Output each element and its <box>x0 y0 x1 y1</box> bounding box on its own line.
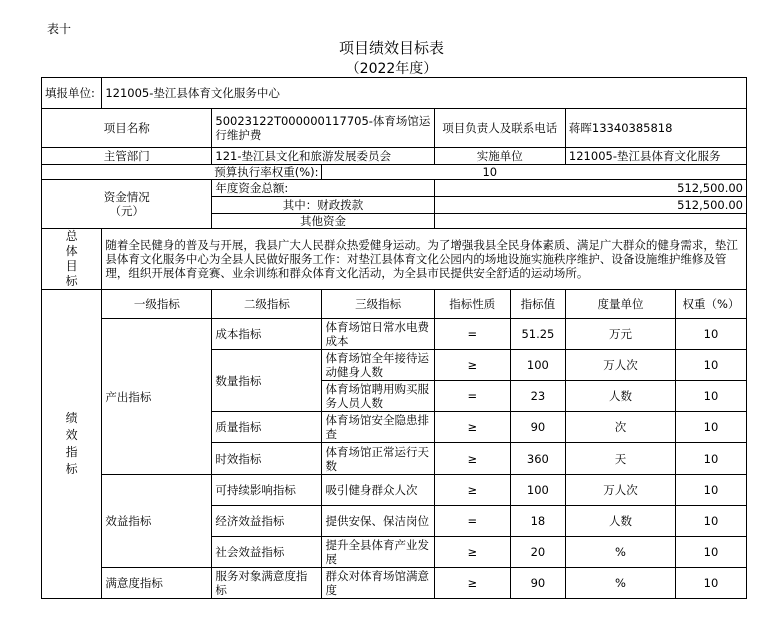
page-title: 项目绩效目标表 <box>338 39 444 57</box>
level1-satisfaction: 满意度指标 <box>102 568 212 599</box>
weight-cell: 10 <box>676 412 747 443</box>
weight-cell: 10 <box>676 568 747 599</box>
value-cell: 90 <box>510 568 565 599</box>
level1-output: 产出指标 <box>102 319 212 475</box>
unit-cell: 天 <box>565 443 675 475</box>
contact-value: 蒋晖13340385818 <box>565 109 746 148</box>
col-unit: 度量单位 <box>565 290 675 319</box>
level3-cell: 体育场馆正常运行天数 <box>322 443 434 475</box>
goal-label: 总体目标 <box>42 229 102 290</box>
indicators-section-label: 绩效指标 <box>42 290 102 599</box>
nature-cell: = <box>434 381 510 412</box>
level2-quality: 质量指标 <box>212 412 322 443</box>
col-nature: 指标性质 <box>434 290 510 319</box>
level2-social: 社会效益指标 <box>212 537 322 568</box>
weight-cell: 10 <box>676 381 747 412</box>
table-row <box>42 568 747 599</box>
col-level2: 二级指标 <box>212 290 322 319</box>
level3-cell: 提升全县体育产业发展 <box>322 537 434 568</box>
level1-benefit: 效益指标 <box>102 475 212 568</box>
goal-text: 随着全民健身的普及与开展，我县广大人民群众热爱健身运动。为了增强我县全民身体素质、满足广大群众的健身需求，垫江县体育文化服务中心为全县人民做好服务工作：对垫江县体育文化公园内的场地设施实施秩序维护、设备设施维护维修及管理，组织开展体育竞赛、业余训练和群众体育文化活动，为全县市民提供安全舒适的运动场所。 <box>102 229 747 290</box>
unit-cell: 人数 <box>565 381 675 412</box>
level3-cell: 提供安保、保洁岗位 <box>322 506 434 537</box>
weight-cell: 10 <box>676 537 747 568</box>
weight-cell: 10 <box>676 350 747 381</box>
level3-cell: 吸引健身群众人次 <box>322 475 434 506</box>
unit-cell: 人数 <box>565 506 675 537</box>
nature-cell: = <box>434 506 510 537</box>
impl-label: 实施单位 <box>434 148 565 165</box>
nature-cell: ≥ <box>434 537 510 568</box>
nature-cell: ≥ <box>434 350 510 381</box>
performance-table <box>41 77 747 599</box>
value-cell: 23 <box>510 381 565 412</box>
funds-other-value <box>434 214 746 229</box>
level2-timeliness: 时效指标 <box>212 443 322 475</box>
nature-cell: ≥ <box>434 412 510 443</box>
funds-total-value: 512,500.00 <box>434 180 746 197</box>
level2-cost: 成本指标 <box>212 319 322 350</box>
weight-cell: 10 <box>676 506 747 537</box>
nature-cell: = <box>434 319 510 350</box>
dept-label: 主管部门 <box>42 148 212 165</box>
budget-rate-value: 10 <box>322 165 747 180</box>
nature-cell: ≥ <box>434 475 510 506</box>
funds-label: 资金情况 （元） <box>42 180 212 229</box>
level2-service: 服务对象满意度指标 <box>212 568 322 599</box>
value-cell: 51.25 <box>510 319 565 350</box>
value-cell: 18 <box>510 506 565 537</box>
nature-cell: ≥ <box>434 443 510 475</box>
page-subtitle: （2022年度） <box>345 61 438 77</box>
weight-cell: 10 <box>676 319 747 350</box>
doc-label: 表十 <box>47 22 72 36</box>
funds-fiscal-value: 512,500.00 <box>434 197 746 214</box>
project-name-value: 50023122T000000117705-体育场馆运行维护费 <box>212 109 434 148</box>
level2-economic: 经济效益指标 <box>212 506 322 537</box>
unit-cell: 次 <box>565 412 675 443</box>
value-cell: 20 <box>510 537 565 568</box>
col-value: 指标值 <box>510 290 565 319</box>
unit-value: 121005-垫江县体育文化服务中心 <box>102 78 747 109</box>
level2-quantity: 数量指标 <box>212 350 322 412</box>
dept-value: 121-垫江县文化和旅游发展委员会 <box>212 148 434 165</box>
unit-label: 填报单位: <box>42 78 102 109</box>
unit-cell: 万元 <box>565 319 675 350</box>
contact-label: 项目负责人及联系电话 <box>434 109 565 148</box>
table-row <box>42 475 747 506</box>
table-row <box>42 319 747 350</box>
level3-cell: 体育场馆全年接待运动健身人数 <box>322 350 434 381</box>
level3-cell: 体育场馆聘用购买服务人员人数 <box>322 381 434 412</box>
col-level3: 三级指标 <box>322 290 434 319</box>
col-level1: 一级指标 <box>102 290 212 319</box>
value-cell: 90 <box>510 412 565 443</box>
project-name-label: 项目名称 <box>42 109 212 148</box>
funds-fiscal-label: 其中：财政拨款 <box>212 197 434 214</box>
value-cell: 100 <box>510 350 565 381</box>
budget-rate-label: 预算执行率权重(%): <box>42 165 322 180</box>
level3-cell: 群众对体育场馆满意度 <box>322 568 434 599</box>
level3-cell: 体育场馆安全隐患排查 <box>322 412 434 443</box>
unit-cell: 万人次 <box>565 350 675 381</box>
unit-cell: % <box>565 568 675 599</box>
funds-other-label: 其他资金 <box>212 214 434 229</box>
level3-cell: 体育场馆日常水电费成本 <box>322 319 434 350</box>
value-cell: 360 <box>510 443 565 475</box>
unit-cell: % <box>565 537 675 568</box>
value-cell: 100 <box>510 475 565 506</box>
impl-value: 121005-垫江县体育文化服务 <box>565 148 746 165</box>
funds-total-label: 年度资金总额: <box>212 180 434 197</box>
level2-sustain: 可持续影响指标 <box>212 475 322 506</box>
nature-cell: ≥ <box>434 568 510 599</box>
weight-cell: 10 <box>676 443 747 475</box>
weight-cell: 10 <box>676 475 747 506</box>
col-weight: 权重（%） <box>676 290 747 319</box>
unit-cell: 万人次 <box>565 475 675 506</box>
